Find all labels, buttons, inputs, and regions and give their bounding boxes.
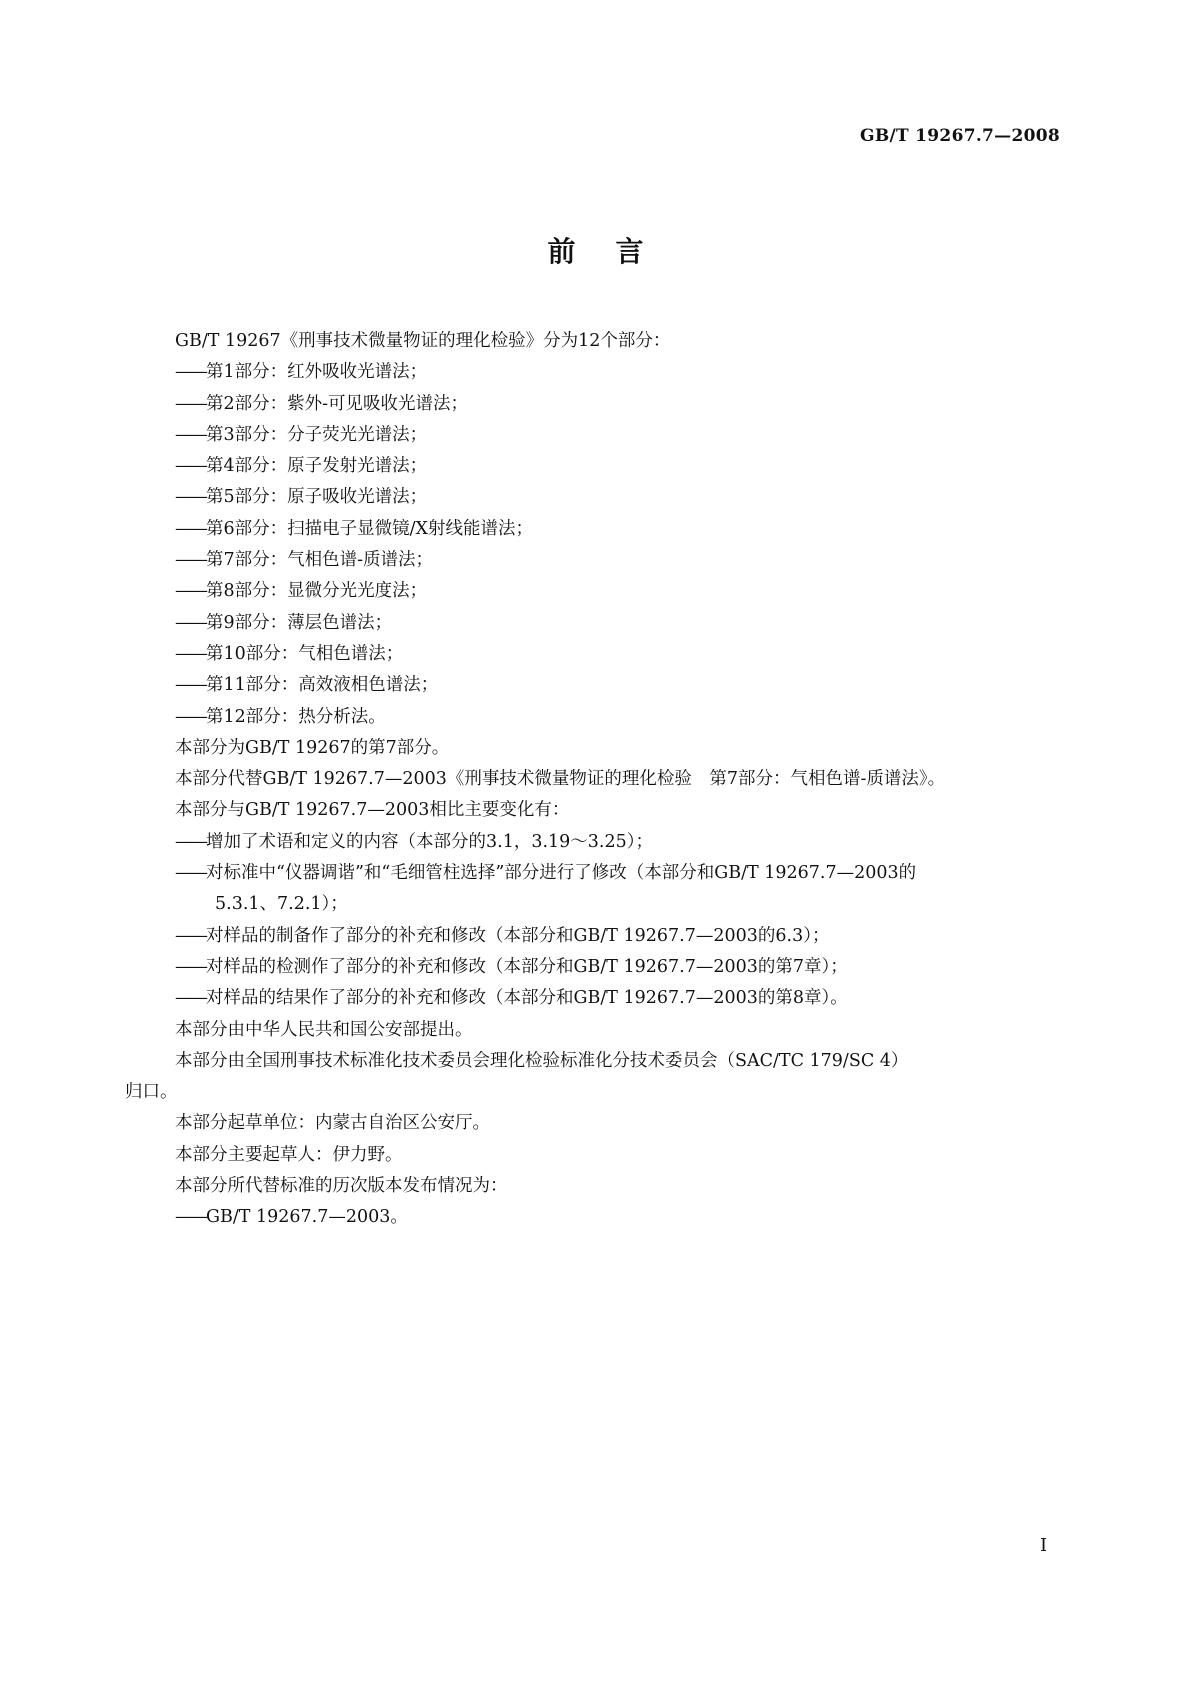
line-text: 第5部分：原子吸收光谱法；: [206, 487, 428, 508]
em-dash-bullet: ——: [175, 487, 206, 508]
paragraph-line: [125, 1108, 1065, 1139]
line-text: 本部分由中华人民共和国公安部提出。: [175, 1019, 473, 1040]
line-text: 第4部分：原子发射光谱法；: [206, 456, 428, 477]
page-title: 前言: [547, 235, 684, 268]
line-text: 第6部分：扫描电子显微镜/X射线能谱法；: [206, 518, 533, 539]
em-dash-bullet: ——: [175, 643, 206, 664]
line-text: 本部分为GB/T 19267的第7部分。: [175, 737, 450, 758]
list-item: [125, 514, 1065, 545]
paragraph-line: [125, 764, 1065, 795]
line-text: 5.3.1、7.2.1）；: [215, 894, 348, 915]
line-text: 第7部分：气相色谱-质谱法；: [206, 550, 434, 571]
em-dash-bullet: ——: [175, 863, 206, 884]
line-text: 第11部分：高效液相色谱法；: [206, 675, 439, 696]
line-text: 第1部分：红外吸收光谱法；: [206, 362, 428, 383]
line-text: 对样品的制备作了部分的补充和修改（本部分和GB/T 19267.7—2003的6.3）；: [206, 925, 830, 946]
paragraph-line: [125, 1171, 1065, 1202]
line-text: 本部分主要起草人：伊力野。: [175, 1144, 403, 1165]
line-text: 本部分与GB/T 19267.7—2003相比主要变化有：: [175, 800, 570, 821]
em-dash-bullet: ——: [175, 925, 206, 946]
line-text: 本部分所代替标准的历次版本发布情况为：: [175, 1176, 508, 1197]
line-text: 本部分起草单位：内蒙古自治区公安厅。: [175, 1113, 490, 1134]
paragraph-line: [125, 889, 1065, 920]
em-dash-bullet: ——: [175, 362, 206, 383]
paragraph-line: [125, 733, 1065, 764]
em-dash-bullet: ——: [175, 706, 206, 727]
list-item: [125, 451, 1065, 482]
line-text: 增加了术语和定义的内容（本部分的3.1，3.19～3.25）；: [206, 831, 654, 852]
em-dash-bullet: ——: [175, 612, 206, 633]
list-item: [125, 545, 1065, 576]
list-item: [125, 357, 1065, 388]
list-item: [125, 858, 1065, 889]
line-text: 对标准中“仪器调谐”和“毛细管柱选择”部分进行了修改（本部分和GB/T 19267.7—2003的: [206, 863, 917, 884]
em-dash-bullet: ——: [175, 956, 206, 977]
em-dash-bullet: ——: [175, 831, 206, 852]
list-item: [125, 1202, 1065, 1233]
em-dash-bullet: ——: [175, 550, 206, 571]
paragraph-line: [125, 1046, 1065, 1077]
list-item: [125, 420, 1065, 451]
em-dash-bullet: ——: [175, 393, 206, 414]
paragraph-line: [125, 795, 1065, 826]
line-text: 第2部分：紫外-可见吸收光谱法；: [206, 393, 469, 414]
em-dash-bullet: ——: [175, 424, 206, 445]
list-item: [125, 608, 1065, 639]
line-text: 第10部分：气相色谱法；: [206, 643, 404, 664]
list-item: [125, 702, 1065, 733]
paragraph-line: [125, 1015, 1065, 1046]
em-dash-bullet: ——: [175, 456, 206, 477]
list-item: [125, 482, 1065, 513]
line-text: GB/T 19267.7—2003。: [206, 1207, 408, 1228]
list-item: [125, 827, 1065, 858]
list-item: [125, 670, 1065, 701]
line-text: 第9部分：薄层色谱法；: [206, 612, 393, 633]
line-text: 第8部分：显微分光光度法；: [206, 581, 428, 602]
line-text: 对样品的结果作了部分的补充和修改（本部分和GB/T 19267.7—2003的第8章）。: [206, 988, 848, 1009]
paragraph-line: [125, 1077, 1065, 1108]
list-item: [125, 983, 1065, 1014]
line-text: GB/T 19267《刑事技术微量物证的理化检验》分为12个部分：: [175, 331, 671, 351]
line-text: 第3部分：分子荧光光谱法；: [206, 424, 428, 445]
page-number: I: [1040, 1535, 1048, 1556]
em-dash-bullet: ——: [175, 988, 206, 1009]
line-text: 归口。: [125, 1082, 178, 1103]
em-dash-bullet: ——: [175, 1207, 206, 1228]
line-text: 对样品的检测作了部分的补充和修改（本部分和GB/T 19267.7—2003的第7章）；: [206, 956, 848, 977]
list-item: [125, 576, 1065, 607]
line-text: 本部分由全国刑事技术标准化技术委员会理化检验标准化分技术委员会（SAC/TC 179/SC 4）: [175, 1050, 909, 1071]
paragraph-line: [125, 326, 1065, 357]
em-dash-bullet: ——: [175, 675, 206, 696]
foreword-body: [125, 326, 1065, 1234]
paragraph-line: [125, 1140, 1065, 1171]
em-dash-bullet: ——: [175, 518, 206, 539]
standard-number-header: GB/T 19267.7—2008: [860, 126, 1060, 146]
list-item: [125, 389, 1065, 420]
list-item: [125, 952, 1065, 983]
line-text: 第12部分：热分析法。: [206, 706, 386, 727]
line-text: 本部分代替GB/T 19267.7—2003《刑事技术微量物证的理化检验 第7部分：气相色谱-质谱法》。: [175, 769, 946, 790]
list-item: [125, 639, 1065, 670]
list-item: [125, 921, 1065, 952]
em-dash-bullet: ——: [175, 581, 206, 602]
